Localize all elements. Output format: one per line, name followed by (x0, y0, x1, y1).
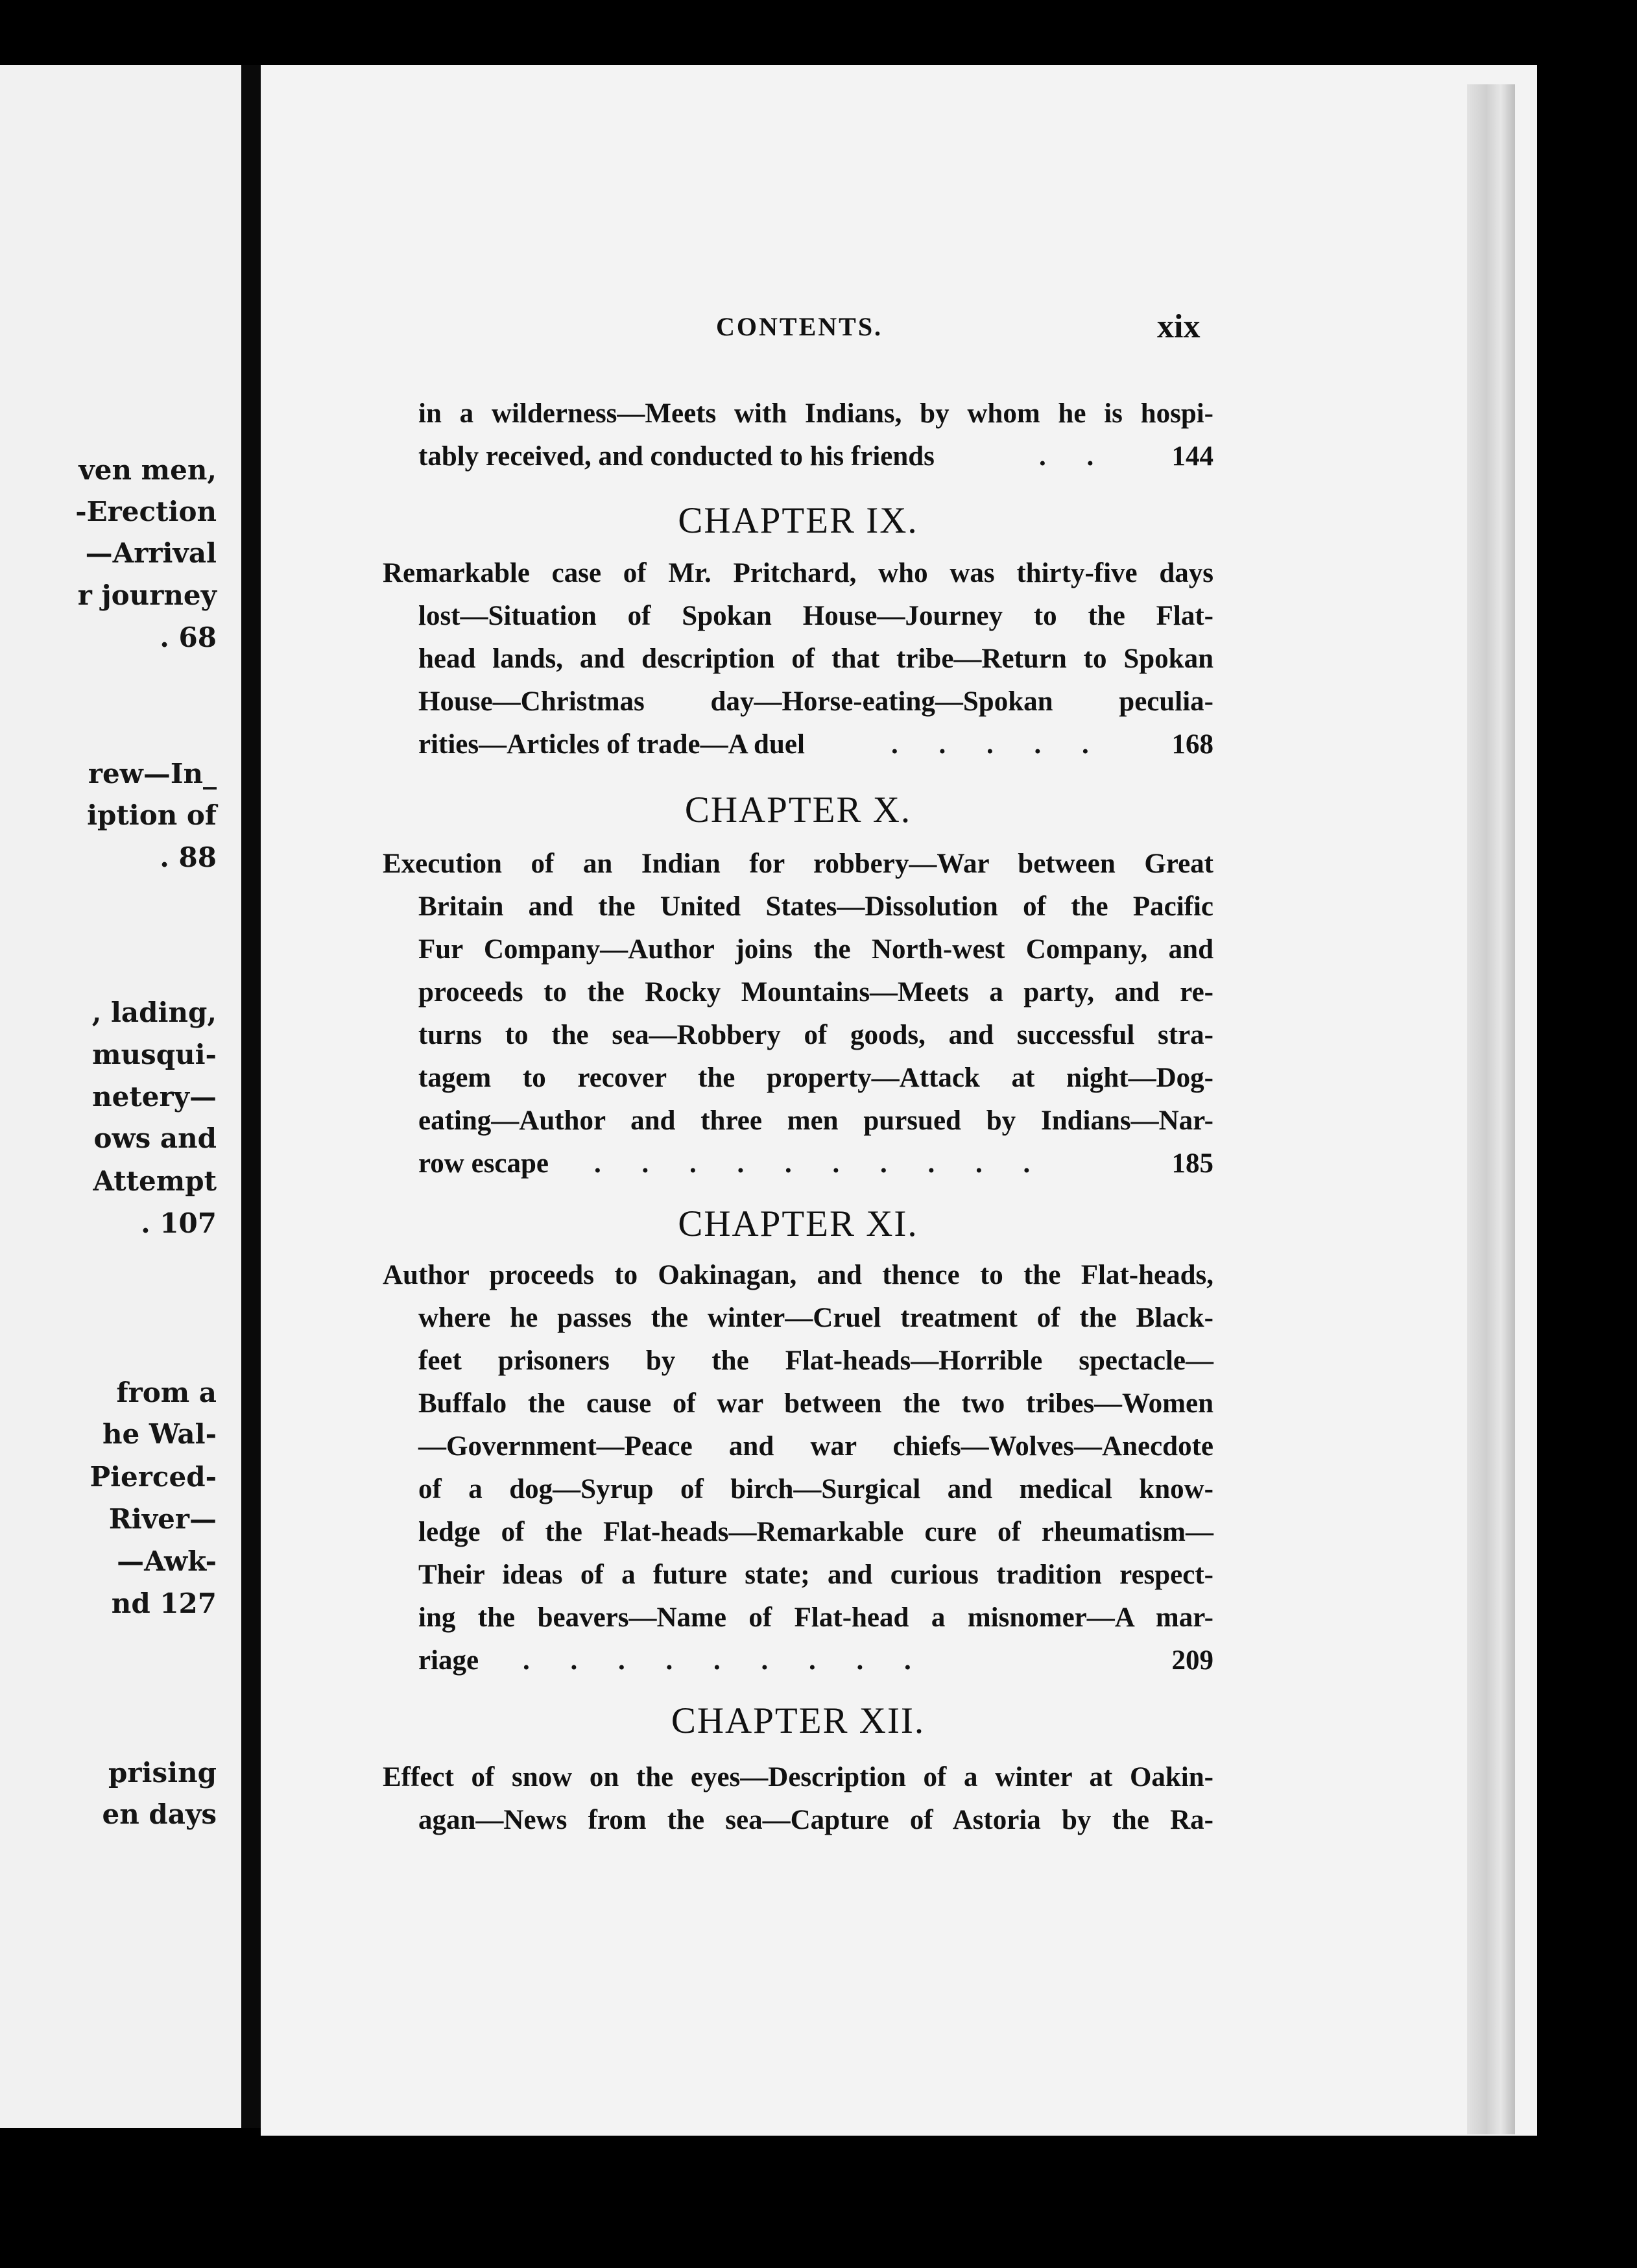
left-page-line: from a (116, 1377, 217, 1408)
entry-page-number: 168 (1171, 729, 1213, 760)
running-title: CONTENTS. (716, 312, 883, 341)
chapter-summary-line: riage (418, 1645, 479, 1676)
left-page-line: musqui- (92, 1039, 217, 1070)
chapter-summary-line: ing the beavers—Name of Flat-head a misnomer—A mar- (418, 1602, 1213, 1633)
left-page-line: , lading, (91, 996, 217, 1028)
chapter-summary-line: tagem to recover the property—Attack at night—Dog- (418, 1063, 1213, 1093)
left-page-line: River— (108, 1503, 217, 1535)
chapter-summary-line: Effect of snow on the eyes—Description of a winter at Oakin- (383, 1762, 1213, 1792)
left-page-line: netery— (92, 1081, 217, 1113)
chapter-summary-line: Britain and the United States—Dissolution of the Pacific (418, 891, 1213, 922)
chapter-summary-line: head lands, and description of that tribe—Return to Spokan (418, 644, 1213, 674)
continuation-line: in a wilderness—Meets with Indians, by whom he is hospi- (418, 398, 1213, 429)
left-page-line: —Arrival (85, 537, 217, 569)
left-page-line: ven men, (78, 454, 217, 486)
page-number: xix (1157, 308, 1201, 345)
left-page-line: he Wal- (102, 1418, 217, 1450)
chapter-summary-line: feet prisoners by the Flat-heads—Horrible spectacle— (418, 1345, 1213, 1376)
chapter-summary-line: —Government—Peace and war chiefs—Wolves—Anecdote (418, 1431, 1213, 1462)
entry-page-number: 185 (1171, 1148, 1213, 1179)
chapter-summary-line: Remarkable case of Mr. Pritchard, who was thirty-five days (383, 558, 1213, 588)
left-page-line: en days (102, 1798, 217, 1830)
leader-dots: . . . . . . . . . . (594, 1148, 1047, 1179)
entry-page-number: 209 (1171, 1645, 1213, 1676)
chapter-summary-line: Author proceeds to Oakinagan, and thence to the Flat-heads, (383, 1260, 1213, 1290)
left-page-line: nd 127 (111, 1587, 217, 1619)
chapter-summary-line: Fur Company—Author joins the North-west Company, and (418, 934, 1213, 965)
left-page-line: iption of (87, 799, 217, 831)
chapter-heading: CHAPTER XI. (678, 1203, 918, 1244)
page-edge (1467, 84, 1515, 2134)
entry-page-number: 144 (1171, 441, 1213, 472)
chapter-summary-line: ledge of the Flat-heads—Remarkable cure of rheumatism— (418, 1517, 1213, 1547)
left-page-line: Attempt (93, 1165, 217, 1197)
chapter-summary-line: turns to the sea—Robbery of goods, and successful stra- (418, 1020, 1213, 1050)
left-page-line: ows and (93, 1122, 217, 1154)
chapter-summary-line: House—Christmas day—Horse-eating—Spokan peculia- (418, 686, 1213, 717)
chapter-summary-line: eating—Author and three men pursued by Indians—Nar- (418, 1105, 1213, 1136)
chapter-summary-line: Buffalo the cause of war between the two tribes—Women (418, 1388, 1213, 1419)
left-page-line: rew—In_ (88, 758, 217, 790)
left-page-line: r journey (77, 579, 217, 611)
left-facing-page (0, 65, 241, 2128)
left-page-line: —Awk- (117, 1545, 217, 1577)
left-page-line: . 107 (141, 1207, 217, 1239)
left-page-line: . 88 (160, 841, 217, 873)
chapter-summary-line: proceeds to the Rocky Mountains—Meets a party, and re- (418, 977, 1213, 1007)
left-page-line: Pierced- (90, 1461, 217, 1493)
leader-dots: . . (1039, 441, 1111, 472)
leader-dots: . . . . . . . . . (523, 1645, 928, 1676)
chapter-heading: CHAPTER IX. (678, 500, 918, 541)
chapter-heading: CHAPTER XII. (671, 1700, 926, 1741)
left-page-line: prising (108, 1757, 217, 1789)
left-page-line: -Erection (75, 496, 217, 527)
continuation-line: tably received, and conducted to his friends (418, 441, 935, 472)
book-gutter (241, 65, 261, 2128)
chapter-summary-line: row escape (418, 1148, 549, 1179)
leader-dots: . . . . . (891, 729, 1106, 760)
chapter-summary-line: Execution of an Indian for robbery—War between Great (383, 849, 1213, 879)
chapter-summary-line: where he passes the winter—Cruel treatment of the Black- (418, 1303, 1213, 1333)
chapter-heading: CHAPTER X. (684, 790, 912, 830)
chapter-summary-line: rities—Articles of trade—A duel (418, 729, 805, 760)
chapter-summary-line: agan—News from the sea—Capture of Astoria by the Ra- (418, 1805, 1213, 1835)
chapter-summary-line: lost—Situation of Spokan House—Journey to the Flat- (418, 601, 1213, 631)
left-page-line: . 68 (160, 621, 217, 653)
chapter-summary-line: Their ideas of a future state; and curious tradition respect- (418, 1560, 1213, 1590)
chapter-summary-line: of a dog—Syrup of birch—Surgical and medical know- (418, 1474, 1213, 1504)
